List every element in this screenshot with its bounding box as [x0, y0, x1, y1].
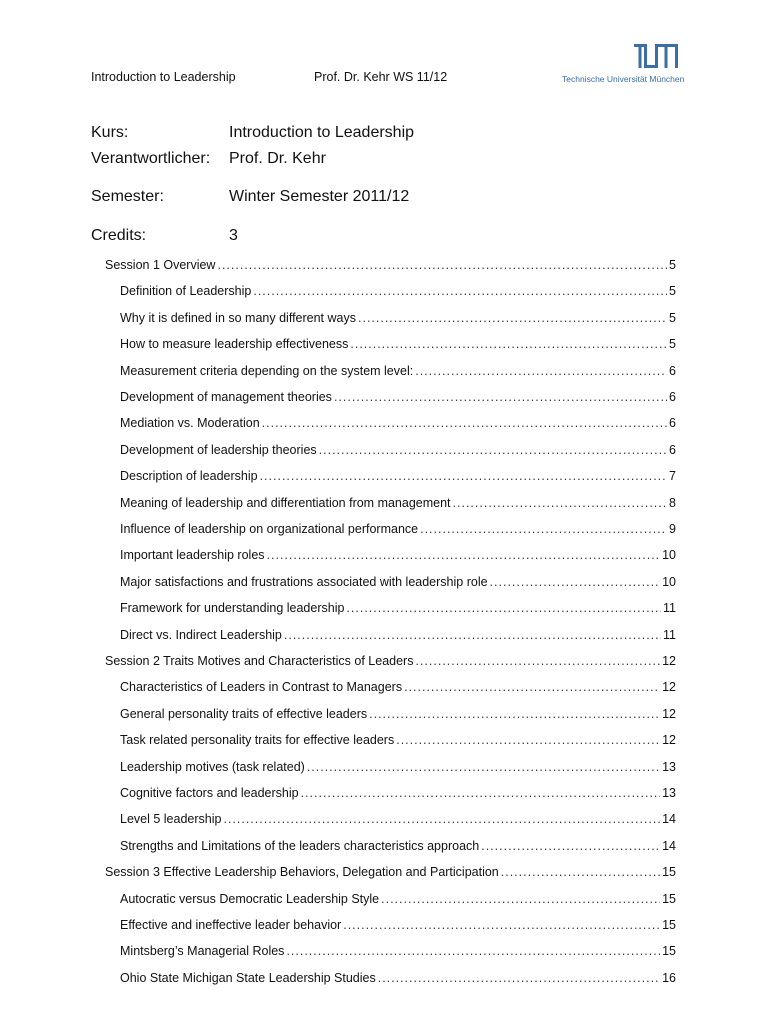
toc-leader-dots	[301, 786, 661, 800]
toc-entry[interactable]	[120, 944, 676, 964]
toc-leader-dots	[319, 443, 667, 457]
toc-entry[interactable]	[120, 760, 676, 780]
toc-entry[interactable]	[120, 337, 676, 357]
toc-entry-page: 14	[662, 812, 676, 827]
toc-entry-title: Framework for understanding leadership	[120, 601, 345, 616]
toc-entry-title: Measurement criteria depending on the system level:	[120, 363, 414, 378]
toc-entry-title: Why it is defined in so many different ways	[120, 310, 356, 325]
toc-entry-page: 12	[662, 680, 676, 695]
toc-entry[interactable]	[120, 892, 676, 912]
toc-entry[interactable]	[120, 364, 676, 384]
toc-entry-page: 7	[669, 469, 676, 484]
toc-leader-dots	[501, 865, 660, 879]
meta-value: Winter Semester 2011/12	[229, 188, 410, 205]
toc-entry-page: 13	[662, 786, 676, 800]
toc-entry-page: 15	[662, 865, 676, 880]
toc-entry[interactable]	[120, 443, 676, 463]
toc-entry-title: Characteristics of Leaders in Contrast to Managers	[120, 680, 403, 695]
meta-value: 3	[229, 227, 238, 244]
toc-entry[interactable]	[120, 971, 676, 991]
logo-text: Technische Universität München	[562, 74, 685, 84]
meta-key: Credits:	[91, 227, 147, 244]
toc-leader-dots	[262, 416, 667, 430]
toc-leader-dots	[404, 680, 660, 694]
toc-entry-page: 8	[669, 495, 676, 510]
toc-leader-dots	[284, 628, 661, 642]
toc-entry[interactable]	[120, 839, 676, 859]
toc-entry-title: Mintsberg’s Managerial Roles	[120, 944, 285, 959]
toc-entry-page: 15	[662, 891, 676, 906]
toc-entry-page: 6	[669, 442, 676, 457]
toc-entry-title: Direct vs. Indirect Leadership	[120, 627, 282, 642]
meta-value: Prof. Dr. Kehr	[229, 150, 326, 167]
toc-leader-dots	[307, 760, 660, 774]
toc-entry-title: Autocratic versus Democratic Leadership Style	[120, 891, 380, 906]
toc-entry-page: 11	[663, 627, 676, 642]
toc-leader-dots	[481, 839, 660, 853]
toc-entry-page: 15	[662, 918, 676, 932]
toc-leader-dots	[453, 496, 668, 510]
toc-entry-page: 5	[669, 310, 676, 325]
toc-entry-title: General personality traits of effective leaders	[120, 706, 368, 721]
toc-entry-title: Major satisfactions and frustrations associated with leadership role	[120, 574, 488, 589]
toc-leader-dots	[490, 575, 661, 589]
toc-entry[interactable]	[120, 469, 676, 489]
toc-entry[interactable]	[105, 654, 676, 674]
toc-entry-title: Session 3 Effective Leadership Behaviors, Delegation and Participation	[105, 865, 499, 880]
toc-leader-dots	[346, 601, 661, 615]
toc-entry-page: 13	[662, 759, 676, 774]
toc-leader-dots	[217, 258, 667, 272]
toc-entry-page: 14	[662, 838, 676, 853]
toc-entry[interactable]	[120, 733, 676, 753]
toc-entry-page: 9	[669, 522, 676, 536]
meta-key: Kurs:	[91, 124, 129, 141]
toc-entry-page: 5	[669, 337, 676, 352]
toc-entry-title: Definition of Leadership	[120, 284, 252, 299]
toc-entry-title: Influence of leadership on organizational performance	[120, 522, 419, 536]
toc-leader-dots	[260, 469, 667, 483]
toc-entry[interactable]	[120, 601, 676, 621]
toc-entry-title: How to measure leadership effectiveness	[120, 337, 349, 352]
toc-leader-dots	[420, 522, 667, 536]
toc-leader-dots	[286, 944, 660, 958]
meta-value: Introduction to Leadership	[229, 124, 415, 141]
toc-entry-page: 15	[662, 944, 676, 959]
toc-entry[interactable]	[120, 416, 676, 436]
toc-leader-dots	[358, 311, 667, 325]
toc-entry[interactable]	[120, 918, 676, 938]
toc-entry[interactable]	[120, 496, 676, 516]
toc-entry-title: Description of leadership	[120, 469, 258, 484]
toc-entry[interactable]	[120, 812, 676, 832]
toc-leader-dots	[343, 918, 660, 932]
header-lecturer-term: Prof. Dr. Kehr WS 11/12	[314, 70, 448, 84]
toc-entry[interactable]	[120, 786, 676, 806]
toc-leader-dots	[415, 654, 660, 668]
toc-entry[interactable]	[105, 258, 676, 278]
toc-entry-title: Strengths and Limitations of the leaders characteristics approach	[120, 838, 480, 853]
toc-entry-page: 12	[662, 733, 676, 748]
toc-entry-page: 10	[662, 574, 676, 589]
toc-entry[interactable]	[120, 575, 676, 595]
meta-key: Verantwortlicher:	[91, 150, 211, 167]
toc-entry-title: Ohio State Michigan State Leadership Studies	[120, 970, 376, 985]
toc-entry[interactable]	[120, 707, 676, 727]
toc-entry[interactable]	[120, 284, 676, 304]
toc-entry-title: Effective and ineffective leader behavior	[120, 918, 342, 932]
toc-entry[interactable]	[120, 390, 676, 410]
toc-leader-dots	[378, 971, 660, 985]
toc-entry-title: Task related personality traits for effective leaders	[120, 733, 395, 748]
header-course: Introduction to Leadership	[91, 70, 236, 84]
tum-logo	[562, 44, 685, 86]
toc-entry-page: 12	[662, 654, 676, 668]
toc-entry[interactable]	[120, 628, 676, 648]
toc-leader-dots	[253, 284, 667, 298]
toc-entry-title: Development of management theories	[120, 390, 332, 404]
toc-entry-page: 16	[662, 970, 676, 985]
toc-entry[interactable]	[105, 865, 676, 885]
toc-entry-title: Level 5 leadership	[120, 812, 222, 827]
toc-leader-dots	[350, 337, 667, 351]
meta-key: Semester:	[91, 188, 164, 205]
toc-entry-page: 12	[662, 706, 676, 721]
tum-logo-icon	[634, 44, 678, 72]
toc-entry-title: Leadership motives (task related)	[120, 759, 305, 774]
toc-leader-dots	[415, 364, 667, 378]
toc-entry[interactable]	[120, 522, 676, 542]
toc-entry[interactable]	[120, 680, 676, 700]
toc-entry-page: 5	[669, 258, 676, 272]
toc-entry-page: 6	[669, 390, 676, 404]
toc-entry-page: 5	[669, 284, 676, 299]
toc-leader-dots	[334, 390, 667, 404]
toc-entry-title: Cognitive factors and leadership	[120, 786, 299, 800]
toc-entry-page: 11	[663, 601, 676, 616]
toc-entry-title: Development of leadership theories	[120, 442, 317, 457]
toc-entry[interactable]	[120, 548, 676, 568]
toc-leader-dots	[396, 733, 660, 747]
toc-entry-title: Important leadership roles	[120, 548, 265, 563]
toc-entry-title: Session 1 Overview	[105, 258, 216, 272]
toc-entry-page: 10	[662, 548, 676, 563]
toc-entry-title: Meaning of leadership and differentiation from management	[120, 495, 451, 510]
toc-leader-dots	[369, 707, 660, 721]
toc-entry-page: 6	[669, 363, 676, 378]
toc-leader-dots	[381, 892, 660, 906]
toc-entry-title: Session 2 Traits Motives and Characteristics of Leaders	[105, 654, 414, 668]
toc-entry-page: 6	[669, 416, 676, 431]
toc-leader-dots	[267, 548, 661, 562]
toc-entry[interactable]	[120, 311, 676, 331]
toc-leader-dots	[223, 812, 660, 826]
toc-entry-title: Mediation vs. Moderation	[120, 416, 260, 431]
